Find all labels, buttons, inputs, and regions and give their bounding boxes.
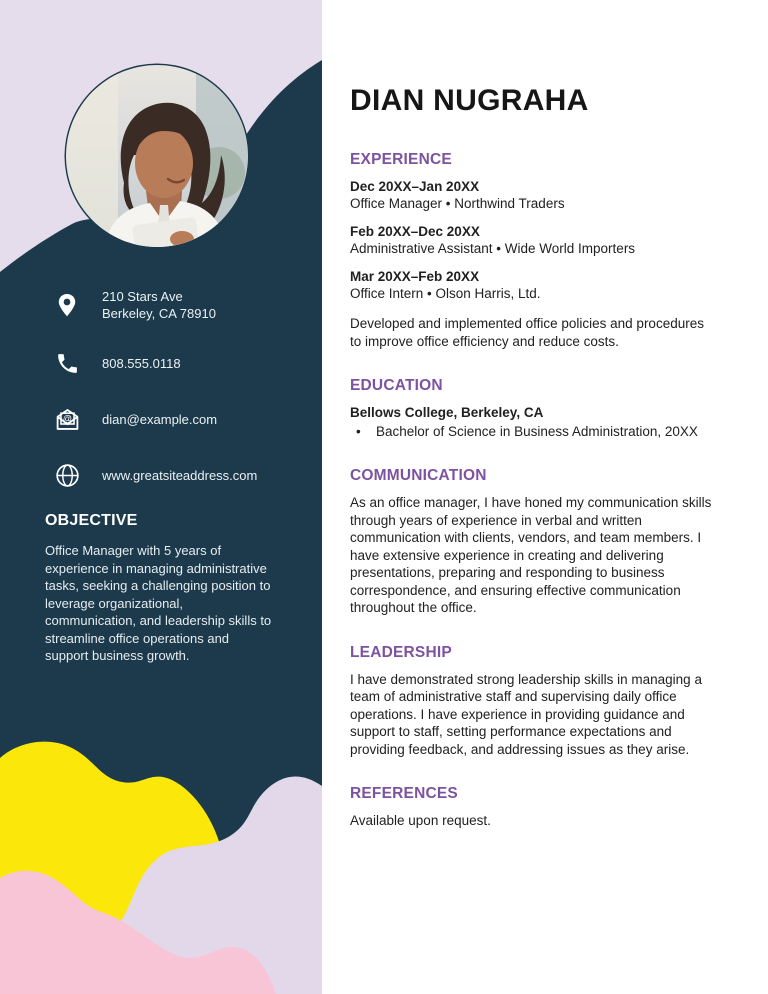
contact-email: dian@example.com [102,411,218,427]
objective-heading: OBJECTIVE [45,512,138,529]
contact-row-email [0,404,322,434]
objective-section [45,512,275,665]
education-degree: Bachelor of Science in Business Administration, 20XX [376,424,698,439]
svg-text:@: @ [62,412,72,423]
job-role: Office Intern • Olson Harris, Ltd. [350,286,541,301]
candidate-name: DIAN NUGRAHA [350,84,589,117]
contact-row-phone [0,348,322,378]
education-degree-item [350,423,718,440]
experience-heading: EXPERIENCE [350,151,452,168]
bullet-glyph: • [356,424,361,439]
location-pin-icon [52,290,82,320]
experience-entry [350,178,718,212]
education-school: Bellows College, Berkeley, CA [350,405,544,420]
phone-icon [52,348,82,378]
contact-website: www.greatsiteaddress.com [102,467,258,483]
globe-icon [52,460,82,490]
experience-entry [350,268,718,302]
contact-address: 210 Stars Ave Berkeley, CA 78910 [102,289,216,321]
sidebar [0,0,322,994]
job-role: Administrative Assistant • Wide World Importers [350,241,636,256]
job-dates: Mar 20XX–Feb 20XX [350,269,480,284]
main-content [350,0,718,834]
job-dates: Feb 20XX–Dec 20XX [350,224,480,239]
email-icon [52,404,82,434]
contact-info [0,288,322,516]
leadership-body: I have demonstrated strong leadership skills in managing a team of administrative staff and supervising daily office operations. I have experience in providing guidance and support to staff, setting performance expectations and providing feedback, and addressing issues as they arise. [350,671,702,757]
profile-photo [64,63,250,249]
contact-phone: 808.555.0118 [102,355,181,371]
references-heading: REFERENCES [350,785,458,802]
objective-body: Office Manager with 5 years of experience in managing administrative tasks, seeking a challenging position to leverage organizational, communication, and leadership skills to streamline office operations and support business growth. [45,543,272,663]
job-dates: Dec 20XX–Jan 20XX [350,179,480,194]
references-body: Available upon request. [350,813,491,828]
contact-row-website [0,460,322,490]
communication-body: As an office manager, I have honed my communication skills through years of experience in verbal and written communication with clients, vendors, and team members. I have extensive experience in creating and delivering presentations, preparing and responding to business correspondence, and ensuring effective communication throughout the office. [350,495,712,615]
experience-summary: Developed and implemented office policies and procedures to improve office efficiency and reduce costs. [350,316,704,349]
experience-entry [350,223,718,257]
contact-row-address [0,288,322,322]
communication-heading: COMMUNICATION [350,467,487,484]
leadership-heading: LEADERSHIP [350,643,452,661]
education-heading: EDUCATION [350,377,443,394]
job-role: Office Manager • Northwind Traders [350,196,565,211]
